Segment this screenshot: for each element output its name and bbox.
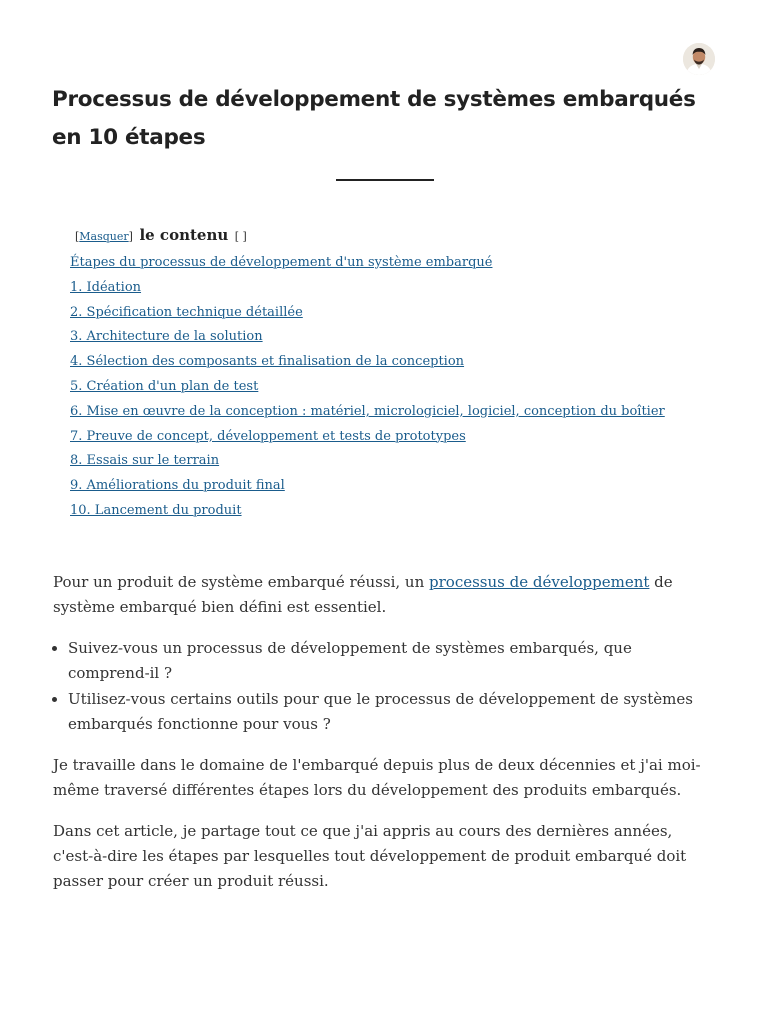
author-avatar-icon (683, 43, 715, 75)
table-of-contents (70, 222, 730, 524)
list-item: • Suivez-vous un processus de développement de systèmes embarqués, que comprend-il ? (68, 636, 717, 687)
toc-item (70, 375, 730, 400)
intro-text-before: Pour un produit de système embarqué réussi, un (53, 573, 430, 591)
page-title: Processus de développement de systèmes embarqués en 10 étapes (52, 87, 696, 150)
experience-paragraph: Je travaille dans le domaine de l'embarqué depuis plus de deux décennies et j'ai moi-même traversé différentes étapes lors du développement des produits embarqués. (53, 755, 701, 800)
toc-header (70, 222, 730, 248)
toc-item (70, 301, 730, 326)
toc-item (70, 400, 730, 425)
development-process-link[interactable]: processus de développement (429, 573, 650, 591)
author-avatar[interactable] (683, 43, 715, 75)
list-item: • Utilisez-vous certains outils pour que le processus de développement de systèmes embarqués fonctionne pour vous ? (68, 687, 717, 738)
toc-item (70, 499, 730, 524)
toc-link-launch[interactable]: 10. Lancement du produit (70, 502, 242, 518)
toc-list (70, 251, 730, 524)
intro-text-after: de système embarqué bien défini est essentiel. (53, 573, 673, 617)
article-summary-paragraph: Dans cet article, je partage tout ce que j'ai appris au cours des dernières années, c'est-à-dire les étapes par lesquelles tout développement de produit embarqué doit passer pour créer un produit réussi. (53, 821, 687, 891)
toc-link-specification[interactable]: 2. Spécification technique détaillée (70, 304, 303, 320)
toc-item (70, 325, 730, 350)
toc-link-architecture[interactable]: 3. Architecture de la solution (70, 329, 263, 345)
toc-label: le contenu (139, 226, 229, 244)
toc-toggle-link[interactable]: Masquer (79, 230, 129, 243)
toc-item (70, 251, 730, 276)
toc-item (70, 474, 730, 499)
toc-item (70, 350, 730, 375)
article-body (53, 570, 717, 910)
question-list (53, 636, 717, 737)
intro-paragraph (53, 570, 717, 621)
toc-item (70, 449, 730, 474)
toc-item (70, 425, 730, 450)
toc-bracket-close: ] (128, 230, 133, 243)
toc-empty-brackets: [ ] (234, 230, 247, 243)
toc-link-improvements[interactable]: 9. Améliorations du produit final (70, 478, 285, 494)
toc-link-overview[interactable]: Étapes du processus de développement d'un système embarqué (70, 255, 493, 270)
toc-link-test-plan[interactable]: 5. Création d'un plan de test (70, 378, 259, 394)
toc-bracket-open: [ (75, 230, 80, 243)
title-divider (336, 179, 434, 181)
toc-link-prototypes[interactable]: 7. Preuve de concept, développement et tests de prototypes (70, 428, 466, 444)
toc-link-implementation[interactable]: 6. Mise en œuvre de la conception : matériel, micrologiciel, logiciel, conception du boîtier (70, 403, 665, 419)
toc-link-field-tests[interactable]: 8. Essais sur le terrain (70, 453, 220, 469)
toc-link-ideation[interactable]: 1. Idéation (70, 279, 142, 295)
toc-item (70, 276, 730, 301)
toc-link-component-selection[interactable]: 4. Sélection des composants et finalisation de la conception (70, 354, 465, 370)
